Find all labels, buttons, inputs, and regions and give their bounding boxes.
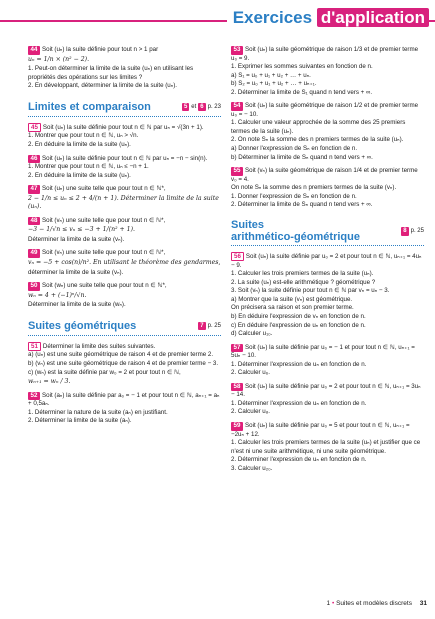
question: 1. Calculer une valeur approchée de la somme des 25 premiers termes de la suite (uₙ). xyxy=(231,119,406,135)
section-limites-comparaison xyxy=(28,100,221,117)
exercise-number: 55 xyxy=(231,167,243,176)
exercise-number: 50 xyxy=(28,282,40,291)
section-title: Limites et comparaison xyxy=(28,100,151,113)
question: 2. En développant, déterminer la limite de la suite (uₙ). xyxy=(28,82,177,90)
question: 2. Déterminer la limite de la suite (aₙ). xyxy=(28,417,132,425)
exercise-number: 51 xyxy=(28,342,41,351)
method-badge: 7 xyxy=(200,323,204,330)
page-header xyxy=(0,6,435,28)
exercise-50 xyxy=(28,282,221,310)
question: a) (uₙ) est une suite géométrique de raison 4 et de premier terme 2. xyxy=(28,351,214,359)
question: b) Déterminer la limite de Sₙ quand n tend vers + ∞. xyxy=(231,153,373,161)
question: 2. En déduire la limite de la suite (uₙ). xyxy=(28,141,131,148)
exercise-number: 52 xyxy=(28,392,40,401)
footer-bullet: • xyxy=(331,600,335,608)
question: 1. Calculer les trois premiers termes de la suite (uₙ) et justifier que ce n'est ni une suite arithmétique, ni une suite géométrique. xyxy=(231,439,421,455)
question: 2. Calculer u₆. xyxy=(231,369,270,377)
formula: vₙ = −5 + cos(n)/n². En utilisant le théorème des gendarmes, xyxy=(28,259,221,267)
question: On précisera sa raison et son premier terme. xyxy=(231,304,354,312)
section-refs xyxy=(401,227,424,235)
section-title-line2: arithmético-géométrique xyxy=(231,231,360,244)
exercise-statement: Soit (uₙ) une suite telle que pour tout n ∈ ℕ*, xyxy=(42,185,166,193)
question: a) Donner l'expression de Sₙ en fonction de n. xyxy=(231,145,358,153)
section-title: Suites géométriques xyxy=(28,319,137,332)
question: Déterminer la limite de la suite (wₙ). xyxy=(28,301,126,309)
question: b) En déduire l'expression de vₙ en fonction de n. xyxy=(231,312,366,320)
exercise-53 xyxy=(231,46,424,97)
question: b) (vₙ) est une suite géométrique de raison 4 et de premier terme − 3. xyxy=(28,360,219,368)
section-arithmetico-geometrique xyxy=(231,219,424,246)
exercise-number: 47 xyxy=(28,185,40,194)
exercise-statement: Soit (uₙ) la suite géométrique de raison 1/2 et de premier terme u₀ = − 10. xyxy=(231,102,419,118)
exercise-statement: Déterminer la limite des suites suivantes. xyxy=(42,342,156,350)
page-ref: p. 25 xyxy=(410,228,424,235)
question: déterminer la limite de la suite (vₙ). xyxy=(28,268,124,276)
question: d) Calculer u₁₀. xyxy=(231,330,273,338)
question: Déterminer la limite de la suite (vₙ). xyxy=(28,235,125,243)
section-title xyxy=(231,219,360,244)
question: 2. On note Sₙ la somme des n premiers termes de la suite (uₙ). xyxy=(231,136,404,144)
question: 1. Montrer que pour tout n ∈ ℕ, uₙ > √n. xyxy=(28,132,139,140)
exercise-46 xyxy=(28,155,221,181)
exercise-statement: Soit (aₙ) la suite définie par a₀ = − 1 et pour tout n ∈ ℕ, aₙ₊₁ = aₙ + 0,5aₙ. xyxy=(28,391,220,408)
page-footer xyxy=(327,600,427,609)
exercise-statement: Soit (uₙ) la suite définie par u₀ = 2 et pour tout n ∈ ℕ, uₙ₊₁ = 3uₙ − 14. xyxy=(231,382,421,399)
formula: −3 − 1/√n ≤ vₙ ≤ −3 + 1/(n² + 1). xyxy=(28,226,136,234)
question: 1. Calculer les trois premiers termes de la suite (uₙ). xyxy=(231,270,374,278)
question: 2. Déterminer la limite de Sₙ quand n tend vers + ∞. xyxy=(231,201,373,209)
section-title-line1: Suites xyxy=(231,218,265,231)
exercise-47 xyxy=(28,185,221,212)
exercise-statement: Soit (uₙ) la suite définie pour tout n > 1 par xyxy=(42,46,159,53)
exercise-58 xyxy=(231,383,424,417)
page-number: 31 xyxy=(419,600,427,608)
exercise-57 xyxy=(231,344,424,378)
exercise-59 xyxy=(231,422,424,473)
exercise-number: 54 xyxy=(231,102,243,111)
question: a) Montrer que la suite (vₙ) est géométrique. xyxy=(231,295,353,303)
exercise-statement: Soit (uₙ) la suite géométrique de raison 1/3 et de premier terme u₀ = 9. xyxy=(231,46,419,62)
exercise-statement: Soit (uₙ) la suite définie par u₀ = 2 et pour tout n ∈ ℕ, uₙ₊₁ = 4uₙ − 9. xyxy=(231,253,422,269)
question: On note Sₙ la somme des n premiers termes de la suite (vₙ). xyxy=(231,184,397,192)
exercise-number: 44 xyxy=(28,46,40,55)
question: a) S₁ = u₀ + u₁ + u₂ + … + uₙ. xyxy=(231,71,311,79)
right-column xyxy=(231,46,424,478)
badge-separator: et xyxy=(191,104,197,111)
method-badge: 6 xyxy=(200,104,204,111)
title-exercices: Exercices xyxy=(232,8,313,27)
question: 2. Calculer u₈. xyxy=(231,408,271,416)
exercise-statement: Soit (wₙ) une suite telle que pour tout n ∈ ℕ*, xyxy=(42,282,167,290)
exercise-statement: Soit (vₙ) la suite géométrique de raison 1/4 et de premier terme v₀ = 4. xyxy=(231,167,418,183)
title-application: d'application xyxy=(317,8,429,27)
question: 1. Déterminer l'expression de uₙ en fonction de n. xyxy=(231,360,367,368)
question: 2. Déterminer l'expression de uₙ en fonction de n. xyxy=(231,456,367,464)
section-refs xyxy=(198,322,221,330)
formula: wₙ = 4 + (−1)ⁿ/√n. xyxy=(28,291,87,299)
exercise-number: 45 xyxy=(28,123,41,132)
page-ref: p. 23 xyxy=(207,104,221,111)
question: 3. Calculer u₂₀. xyxy=(231,464,273,472)
exercise-number: 58 xyxy=(231,383,243,392)
page-title xyxy=(227,6,429,29)
exercise-statement: Soit (vₙ) une suite telle que pour tout n ∈ ℕ*, xyxy=(42,216,166,224)
exercise-49 xyxy=(28,249,221,277)
question: 1. Déterminer la nature de la suite (aₙ) en justifiant. xyxy=(28,408,168,416)
page-ref: p. 25 xyxy=(207,323,221,330)
question: b) S₂ = u₀ + u₁ + u₂ + … + uₙ₊₁. xyxy=(231,80,317,88)
question: c) (wₙ) est la suite définie par w₀ = 2 et pour tout n ∈ ℕ, xyxy=(28,368,181,376)
exercise-number: 57 xyxy=(231,344,243,353)
question: 3. Soit (vₙ) la suite définie pour tout n ∈ ℕ par vₙ = uₙ − 3. xyxy=(231,287,390,295)
method-badge: 8 xyxy=(403,228,407,235)
chapter-number: 1 xyxy=(326,600,331,608)
exercise-statement: Soit (uₙ) la suite définie pour tout n ∈ ℕ par uₙ = √(3n + 1). xyxy=(42,123,204,131)
method-badge: 5 xyxy=(183,104,188,111)
exercise-55 xyxy=(231,167,424,210)
exercise-statement: Soit (vₙ) une suite telle que pour tout n ∈ ℕ*, xyxy=(42,249,166,257)
exercise-number: 48 xyxy=(28,217,40,226)
exercise-statement: Soit (uₙ) la suite définie par u₀ = 5 et pour tout n ∈ ℕ, uₙ₊₁ = −2uₙ + 12. xyxy=(231,421,410,438)
section-suites-geometriques xyxy=(28,319,221,336)
exercise-number: 59 xyxy=(231,422,243,431)
left-column xyxy=(28,46,221,431)
exercise-statement: Soit (uₙ) la suite définie pour tout n ∈ ℕ par uₙ = −n − sin(n). xyxy=(42,154,208,162)
section-refs xyxy=(182,103,221,111)
question: 1. Déterminer l'expression de uₙ en fonction de n. xyxy=(231,399,367,407)
formula: uₙ = 1/n × (n² − 2). xyxy=(28,55,90,63)
question: 1. Exprimer les sommes suivantes en fonction de n. xyxy=(231,63,373,71)
exercise-number: 53 xyxy=(231,46,243,55)
formula: wₙ₊₁ = wₙ / 3. xyxy=(28,378,71,386)
question: c) En déduire l'expression de uₙ en fonction de n. xyxy=(231,321,366,329)
question: 2. La suite (uₙ) est-elle arithmétique ? géométrique ? xyxy=(231,278,376,286)
exercise-45 xyxy=(28,123,221,150)
exercise-number: 46 xyxy=(28,155,40,164)
question: 1. Montrer que pour tout n ∈ ℕ, uₙ ≤ −n + 1. xyxy=(28,163,149,171)
formula: 2 − 1/n ≤ uₙ ≤ 2 + 4/(n + 1). Déterminer la limite de la suite (uₙ). xyxy=(28,194,219,211)
exercise-statement: Soit (uₙ) la suite définie par u₀ = − 1 et pour tout n ∈ ℕ, uₙ₊₁ = 5uₙ − 10. xyxy=(231,343,415,360)
exercise-52 xyxy=(28,392,221,426)
question: 1. Donner l'expression de Sₙ en fonction de n. xyxy=(231,192,357,200)
exercise-54 xyxy=(231,102,424,162)
question: 2. Déterminer la limite de S₁ quand n tend vers + ∞. xyxy=(231,88,373,96)
exercise-44 xyxy=(28,46,221,91)
question: 1. Peut-on déterminer la limite de la suite (uₙ) en utilisant les propriétés des opérations sur les limites ? xyxy=(28,65,194,81)
exercise-56 xyxy=(231,252,424,338)
exercise-48 xyxy=(28,217,221,245)
question: 2. En déduire la limite de la suite (uₙ). xyxy=(28,171,131,179)
chapter-label: Suites et modèles discrets xyxy=(336,600,412,608)
exercise-51 xyxy=(28,342,221,387)
exercise-number: 49 xyxy=(28,249,40,258)
exercise-number: 56 xyxy=(231,252,244,261)
